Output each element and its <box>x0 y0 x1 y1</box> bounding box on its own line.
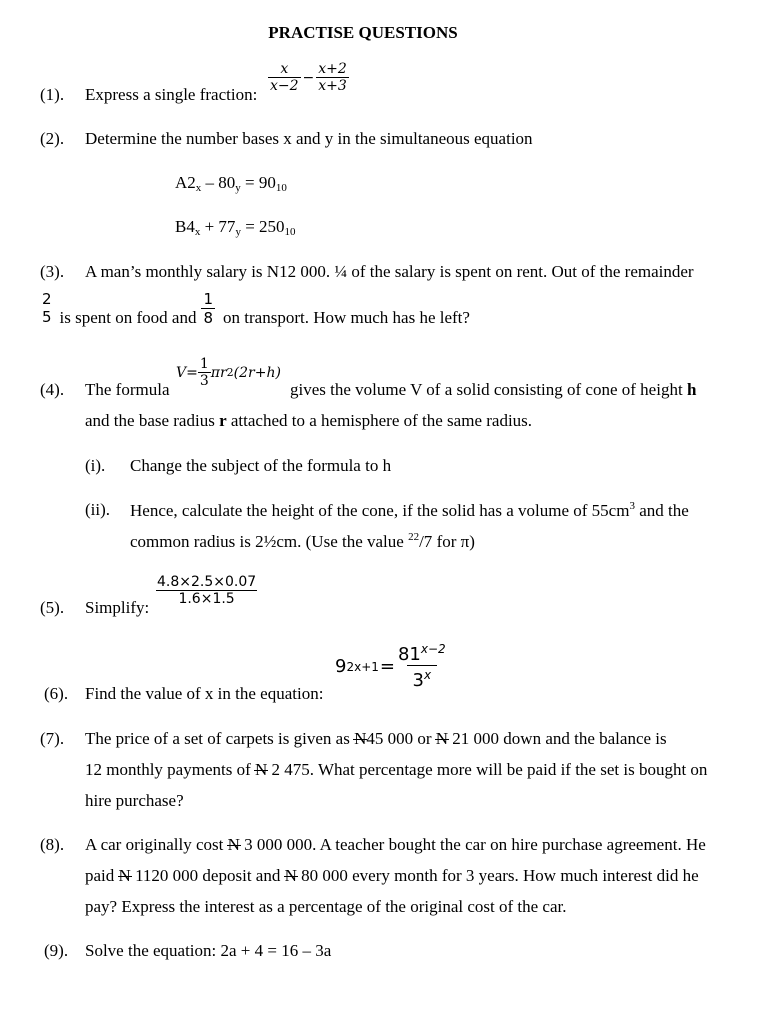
fraction-transport-numerator: 1 <box>203 289 214 308</box>
question-number-9: (9). <box>44 941 69 960</box>
page-title: PRACTISE QUESTIONS <box>268 23 458 42</box>
question-number-4: (4). <box>40 380 65 399</box>
question-7-line-3: hire purchase? <box>85 791 184 810</box>
fraction-food-denominator: 5 <box>42 308 52 326</box>
question-7-line-2: 12 monthly payments of N 2 475. What percentage more will be paid if the set is bought on <box>85 760 708 779</box>
question-3-line-1: A man’s monthly salary is N12 000. ¼ of the salary is spent on rent. Out of the remainder <box>85 262 694 281</box>
question-3-end-text: on transport. How much has he left? <box>223 308 470 327</box>
fraction-2-numerator: x+2 <box>318 61 347 77</box>
equation-2: $B4_x + 77_y = 250_{10}$ <box>175 217 296 238</box>
question-8-line-2: paid N 1120 000 deposit and N 80 000 every month for 3 years. How much interest did he <box>85 866 699 885</box>
volume-formula: V= $\frac{1}{3}$ πr 2 (2r+h) <box>176 356 281 389</box>
naira-symbol: N <box>254 760 268 779</box>
question-number-1: (1). <box>40 85 65 104</box>
question-6-text: Find the value of x in the equation: <box>85 684 324 703</box>
question-4-post: gives the volume V of a solid consisting of cone of height h <box>290 380 697 399</box>
simplify-fraction: $\frac{4.8\times 2.5\times 0.07}{1.6\times 1.5}$ <box>157 574 257 607</box>
question-number-8: (8). <box>40 835 65 854</box>
naira-symbol: N <box>227 835 240 854</box>
question-8-line-1: A car originally cost N 3 000 000. A teacher bought the car on hire purchase agreement. He <box>85 835 706 854</box>
question-number-2: (2). <box>40 129 65 148</box>
fraction-2-denominator: x+3 <box>318 78 347 94</box>
question-3-middle-text: is spent on food and <box>59 308 197 327</box>
question-2-text: Determine the number bases x and y in the simultaneous equation <box>85 129 533 148</box>
subquestion-i-number: (i). <box>85 456 106 475</box>
naira-symbol: N <box>435 729 449 748</box>
fraction-1-numerator: x <box>280 61 289 77</box>
subquestion-ii-line-2: common radius is 2½cm. (Use the value $^{22}$/7 for π) <box>130 531 475 551</box>
subquestion-ii-line-1: Hence, calculate the height of the cone, if the solid has a volume of $55cm^3$ and the <box>130 500 689 520</box>
minus-sign: − <box>302 69 315 86</box>
question-8-line-3: pay? Express the interest as a percentage of the original cost of the car. <box>85 897 567 916</box>
subquestion-i-text: Change the subject of the formula to h <box>130 456 392 475</box>
question-1-text: Express a single fraction: <box>85 85 258 104</box>
fraction-transport-denominator: 8 <box>203 308 214 327</box>
question-3-line-2 <box>40 288 470 328</box>
question-number-6: (6). <box>44 684 69 703</box>
exponential-equation: 9 2x+1 = $\frac{81^{x-2}}{3^x}$ <box>335 642 446 691</box>
question-number-5: (5). <box>40 598 65 617</box>
question-4-line-2: and the base radius r attached to a hemisphere of the same radius. <box>85 411 533 430</box>
question-number-7: (7). <box>40 729 65 748</box>
question-7-line-1: The price of a set of carpets is given as N45 000 or N 21 000 down and the balance is <box>85 729 667 748</box>
equation-1: $A2_x - 80_y = 90_{10}$ <box>175 173 287 194</box>
question-9-text: Solve the equation: 2a + 4 = 16 – 3a <box>85 941 332 960</box>
fraction-1-denominator: x−2 <box>270 78 299 94</box>
question-5-text: Simplify: <box>85 598 150 617</box>
subquestion-ii-number: (ii). <box>85 500 111 519</box>
naira-symbol: N <box>284 866 297 885</box>
naira-symbol: N <box>354 729 367 748</box>
fraction-food-numerator: 2 <box>42 290 52 308</box>
question-4-pre: The formula <box>85 380 170 399</box>
naira-symbol: N <box>118 866 131 885</box>
question-1-expression <box>268 61 349 94</box>
question-number-3: (3). <box>40 262 65 281</box>
